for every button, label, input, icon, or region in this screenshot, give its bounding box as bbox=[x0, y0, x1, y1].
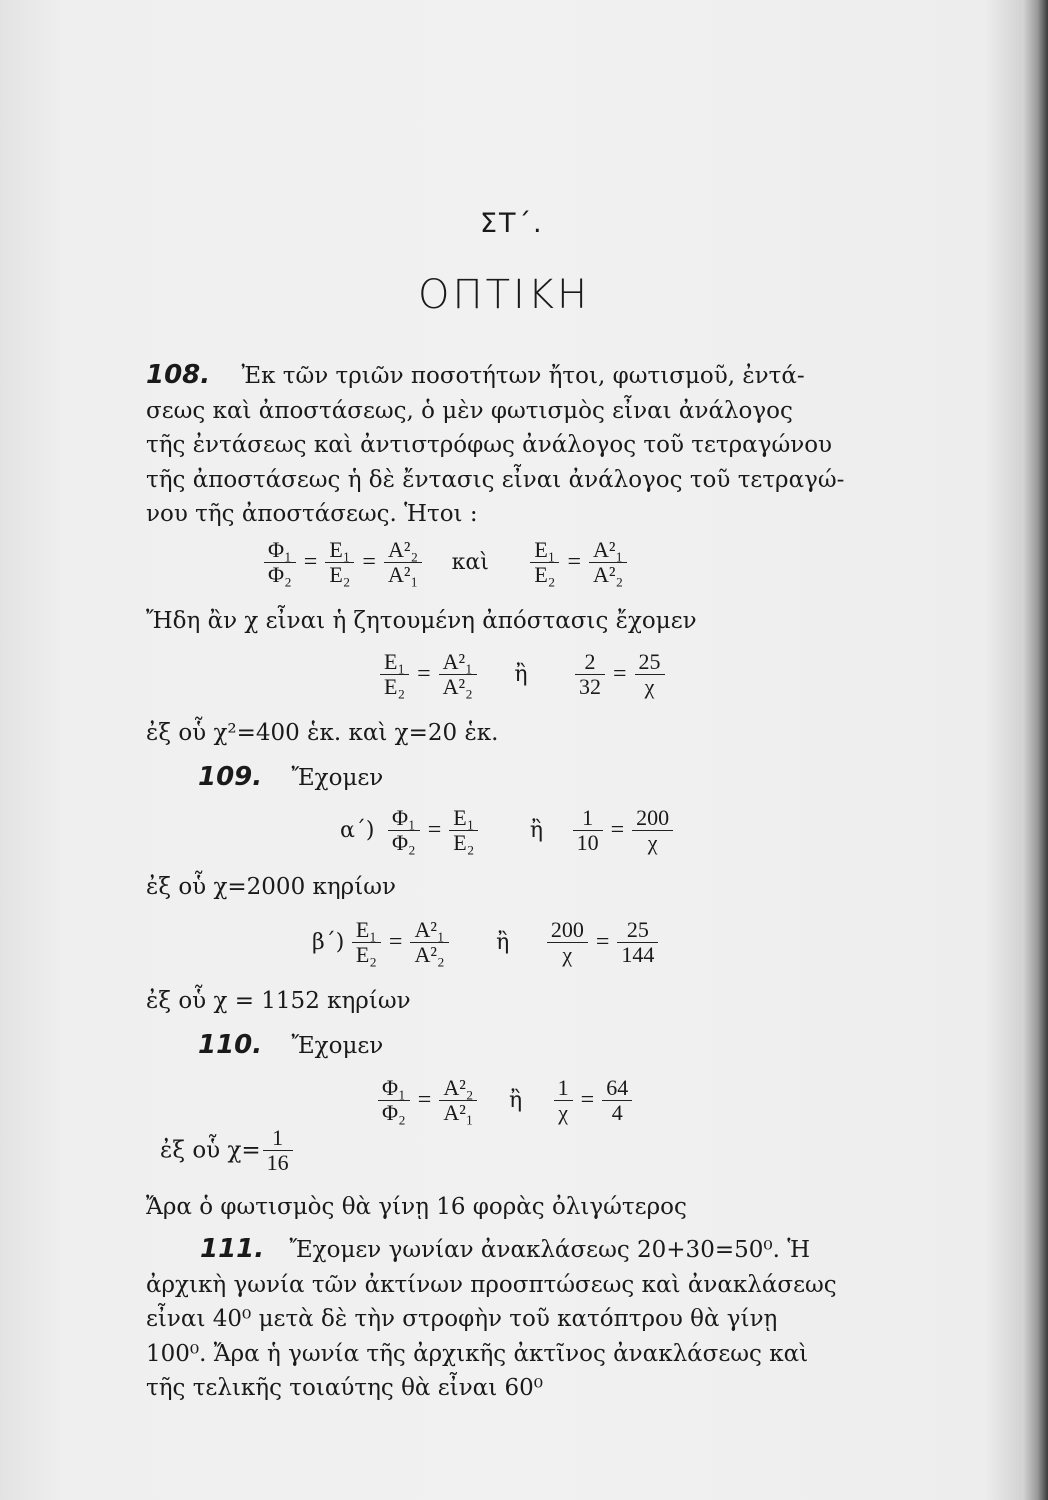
problem-108-line-1: 108. Ἐκ τῶν τριῶν ποσοτήτων ἤτοι, φωτισμοῦ, ἐντά- bbox=[146, 360, 805, 390]
equation-109-a: α΄) $\frac{\text{Φ₁}}{\text{Φ₂}}$ = $\frac{\text{Ε₁}}{\text{Ε₂}}$ ἢ $\frac{1}{10}$ = $\frac{200}{\chi}$ bbox=[340, 806, 675, 855]
problem-number-111: 111. bbox=[200, 1234, 265, 1264]
problem-108-line-4: τῆς ἀποστάσεως ἡ δὲ ἔντασις εἶναι ἀνάλογος τοῦ τετραγώ- bbox=[146, 466, 845, 493]
problem-108-text-after: Ἤδη ἂν χ εἶναι ἡ ζητουμένη ἀπόστασις ἔχομεν bbox=[146, 608, 697, 634]
fraction: $\frac{\text{Φ₁}}{\text{Φ₂}}$ bbox=[388, 806, 420, 855]
problem-111-line-3: εἶναι 40⁰ μετὰ δὲ τὴν στροφὴν τοῦ κατόπτρου θὰ γίνῃ bbox=[146, 1306, 778, 1332]
chapter-title: ΟΠΤΙΚΗ bbox=[418, 272, 591, 318]
equation-108-2: $\frac{\text{Ε₁}}{\text{Ε₂}}$ = $\frac{\text{Α²₁}}{\text{Α²₂}}$ ἢ $\frac{2}{32}$ = $\frac{25}{\chi}$ bbox=[378, 650, 667, 699]
equation-109-b: β΄) $\frac{\text{Ε₁}}{\text{Ε₂}}$ = $\frac{\text{Α²₁}}{\text{Α²₂}}$ ἢ $\frac{200}{\chi}$ = $\frac{25}{144}$ bbox=[312, 918, 660, 967]
fraction: $\frac{\text{Ε₁}}{\text{Ε₂}}$ bbox=[325, 538, 354, 587]
fraction: $\frac{25}{144}$ bbox=[617, 918, 658, 967]
fraction: $\frac{\text{Α²₁}}{\text{Α²₂}}$ bbox=[589, 538, 627, 587]
fraction: $\frac{\text{Α²₁}}{\text{Α²₂}}$ bbox=[410, 918, 448, 967]
fraction: $\frac{\text{Ε₁}}{\text{Ε₂}}$ bbox=[380, 650, 409, 699]
problem-108-line-2: σεως καὶ ἀποστάσεως, ὁ μὲν φωτισμὸς εἶναι ἀνάλογος bbox=[146, 397, 793, 424]
problem-108 bbox=[146, 358, 844, 532]
problem-109-result-a: ἐξ οὗ χ=2000 κηρίων bbox=[146, 874, 396, 900]
chapter-number: ΣΤ΄. bbox=[480, 208, 544, 239]
fraction: $\frac{1}{16}$ bbox=[263, 1126, 293, 1175]
equation-110: $\frac{\text{Φ₁}}{\text{Φ₂}}$ = $\frac{\text{Α²₂}}{\text{Α²₁}}$ ἢ $\frac{1}{\chi}$ = $\frac{64}{4}$ bbox=[376, 1076, 634, 1125]
fraction: $\frac{\text{Ε₁}}{\text{Ε₂}}$ bbox=[352, 918, 381, 967]
fraction: $\frac{64}{4}$ bbox=[602, 1076, 632, 1125]
fraction: $\frac{\text{Α²₂}}{\text{Α²₁}}$ bbox=[384, 538, 422, 587]
problem-111-line-4: 100⁰. Ἄρα ἡ γωνία τῆς ἀρχικῆς ἀκτῖνος ἀνακλάσεως καὶ bbox=[146, 1340, 809, 1367]
problem-108-result: ἐξ οὗ χ²=400 ἑκ. καὶ χ=20 ἑκ. bbox=[146, 720, 499, 746]
problem-111-line-2: ἀρχικὴ γωνία τῶν ἀκτίνων προσπτώσεως καὶ ἀνακλάσεως bbox=[146, 1271, 837, 1298]
problem-number-110: 110. bbox=[198, 1030, 263, 1060]
problem-108-line-5: νου τῆς ἀποστάσεως. Ἡτοι : bbox=[146, 501, 478, 527]
problem-111-line-1: 111. Ἔχομεν γωνίαν ἀνακλάσεως 20+30=50⁰. Ἡ bbox=[200, 1234, 811, 1264]
problem-109-intro: 109. Ἔχομεν bbox=[198, 762, 384, 792]
fraction: $\frac{\text{Α²₁}}{\text{Α²₂}}$ bbox=[439, 650, 477, 699]
problem-109-result-b: ἐξ οὗ χ = 1152 κηρίων bbox=[146, 988, 411, 1014]
problem-number-109: 109. bbox=[198, 762, 263, 792]
fraction: $\frac{\text{Α²₂}}{\text{Α²₁}}$ bbox=[439, 1076, 477, 1125]
fraction: $\frac{200}{\chi}$ bbox=[547, 918, 588, 967]
fraction: $\frac{\text{Φ₁}}{\text{Φ₂}}$ bbox=[264, 538, 296, 587]
problem-110-result: ἐξ οὗ χ= $\frac{1}{16}$ bbox=[160, 1126, 295, 1175]
fraction: $\frac{1}{10}$ bbox=[573, 806, 603, 855]
fraction: $\frac{25}{\chi}$ bbox=[635, 650, 665, 699]
fraction: $\frac{\text{Ε₁}}{\text{Ε₂}}$ bbox=[449, 806, 478, 855]
problem-110-conclusion: Ἄρα ὁ φωτισμὸς θὰ γίνῃ 16 φορὰς ὀλιγώτερος bbox=[146, 1194, 687, 1220]
problem-111-line-5: τῆς τελικῆς τοιαύτης θὰ εἶναι 60⁰ bbox=[146, 1375, 544, 1401]
problem-108-line-3: τῆς ἐντάσεως καὶ ἀντιστρόφως ἀνάλογος τοῦ τετραγώνου bbox=[146, 432, 833, 458]
fraction: $\frac{\text{Φ₁}}{\text{Φ₂}}$ bbox=[378, 1076, 410, 1125]
problem-number-108: 108. bbox=[146, 360, 211, 390]
fraction: $\frac{1}{\chi}$ bbox=[554, 1076, 573, 1125]
page-edge-shadow bbox=[1022, 0, 1048, 1500]
problem-110-intro: 110. Ἔχομεν bbox=[198, 1030, 384, 1060]
equation-108-1: $\frac{\text{Φ₁}}{\text{Φ₂}}$ = $\frac{\text{Ε₁}}{\text{Ε₂}}$ = $\frac{\text{Α²₂}}{\text{Α²₁}}$ καὶ $\frac{\text{Ε₁}}{\text{Ε₂}}$ = $\frac{\text{Α²₁}}{\text{Α²₂}}$ bbox=[262, 538, 629, 587]
problem-111 bbox=[146, 1232, 837, 1406]
fraction: $\frac{2}{32}$ bbox=[575, 650, 605, 699]
fraction: $\frac{\text{Ε₁}}{\text{Ε₂}}$ bbox=[530, 538, 559, 587]
fraction: $\frac{200}{\chi}$ bbox=[632, 806, 673, 855]
